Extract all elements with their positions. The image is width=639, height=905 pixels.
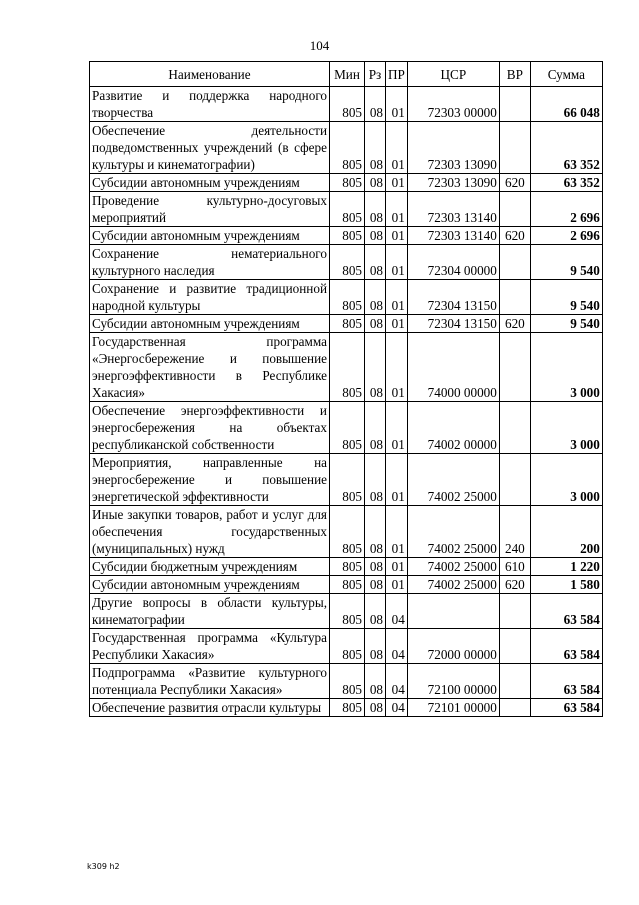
cell-csr: 72101 00000 bbox=[407, 699, 499, 717]
cell-sum: 2 696 bbox=[530, 192, 602, 227]
cell-pr: 01 bbox=[386, 192, 408, 227]
cell-sum: 63 584 bbox=[530, 664, 602, 699]
budget-table bbox=[89, 61, 603, 717]
cell-rz: 08 bbox=[365, 576, 386, 594]
cell-rz: 08 bbox=[365, 315, 386, 333]
cell-vr: 240 bbox=[499, 506, 530, 558]
cell-min: 805 bbox=[330, 174, 365, 192]
cell-vr bbox=[499, 699, 530, 717]
cell-min: 805 bbox=[330, 699, 365, 717]
cell-vr bbox=[499, 333, 530, 402]
cell-sum: 66 048 bbox=[530, 87, 602, 122]
table-row bbox=[90, 629, 603, 664]
footer-code: k309 h2 bbox=[87, 862, 120, 871]
cell-rz: 08 bbox=[365, 699, 386, 717]
cell-vr bbox=[499, 245, 530, 280]
cell-pr: 01 bbox=[386, 87, 408, 122]
cell-name: Субсидии автономным учреждениям bbox=[90, 315, 330, 333]
cell-csr: 74002 25000 bbox=[407, 506, 499, 558]
cell-name: Субсидии автономным учреждениям bbox=[90, 174, 330, 192]
cell-min: 805 bbox=[330, 227, 365, 245]
cell-sum: 3 000 bbox=[530, 402, 602, 454]
cell-csr: 72303 00000 bbox=[407, 87, 499, 122]
cell-csr: 72303 13140 bbox=[407, 227, 499, 245]
cell-vr bbox=[499, 664, 530, 699]
cell-rz: 08 bbox=[365, 333, 386, 402]
cell-min: 805 bbox=[330, 664, 365, 699]
cell-name: Обеспечение деятельности подведомственных учреждений (в сфере культуры и кинематографии) bbox=[90, 122, 330, 174]
cell-vr bbox=[499, 192, 530, 227]
table-row bbox=[90, 558, 603, 576]
cell-pr: 01 bbox=[386, 174, 408, 192]
cell-min: 805 bbox=[330, 192, 365, 227]
cell-csr: 74002 25000 bbox=[407, 454, 499, 506]
cell-name: Субсидии автономным учреждениям bbox=[90, 576, 330, 594]
cell-pr: 01 bbox=[386, 280, 408, 315]
cell-name: Другие вопросы в области культуры, кинематографии bbox=[90, 594, 330, 629]
cell-sum: 3 000 bbox=[530, 454, 602, 506]
header-pr: ПР bbox=[386, 62, 408, 87]
cell-csr: 74002 25000 bbox=[407, 558, 499, 576]
cell-sum: 3 000 bbox=[530, 333, 602, 402]
cell-min: 805 bbox=[330, 122, 365, 174]
cell-name: Субсидии бюджетным учреждениям bbox=[90, 558, 330, 576]
cell-sum: 1 220 bbox=[530, 558, 602, 576]
cell-pr: 04 bbox=[386, 594, 408, 629]
table-row bbox=[90, 87, 603, 122]
cell-min: 805 bbox=[330, 454, 365, 506]
cell-rz: 08 bbox=[365, 558, 386, 576]
cell-vr bbox=[499, 454, 530, 506]
cell-min: 805 bbox=[330, 333, 365, 402]
cell-min: 805 bbox=[330, 576, 365, 594]
cell-rz: 08 bbox=[365, 506, 386, 558]
cell-vr: 620 bbox=[499, 227, 530, 245]
table-row bbox=[90, 333, 603, 402]
cell-name: Проведение культурно-досуговых мероприятий bbox=[90, 192, 330, 227]
header-vr: ВР bbox=[499, 62, 530, 87]
cell-vr: 620 bbox=[499, 576, 530, 594]
cell-pr: 01 bbox=[386, 122, 408, 174]
table-row bbox=[90, 664, 603, 699]
cell-rz: 08 bbox=[365, 594, 386, 629]
cell-sum: 63 584 bbox=[530, 629, 602, 664]
table-row bbox=[90, 280, 603, 315]
header-csr: ЦСР bbox=[407, 62, 499, 87]
cell-rz: 08 bbox=[365, 280, 386, 315]
table-row bbox=[90, 699, 603, 717]
cell-vr bbox=[499, 280, 530, 315]
cell-name: Подпрограмма «Развитие культурного потенциала Республики Хакасия» bbox=[90, 664, 330, 699]
cell-csr: 72304 13150 bbox=[407, 315, 499, 333]
cell-vr bbox=[499, 122, 530, 174]
cell-vr bbox=[499, 594, 530, 629]
cell-sum: 63 584 bbox=[530, 699, 602, 717]
cell-name: Субсидии автономным учреждениям bbox=[90, 227, 330, 245]
cell-name: Государственная программа «Энергосбережение и повышение энергоэффективности в Республике Хакасия» bbox=[90, 333, 330, 402]
cell-pr: 01 bbox=[386, 576, 408, 594]
table-row bbox=[90, 576, 603, 594]
cell-rz: 08 bbox=[365, 87, 386, 122]
cell-name: Обеспечение развития отрасли культуры bbox=[90, 699, 330, 717]
cell-min: 805 bbox=[330, 629, 365, 664]
cell-min: 805 bbox=[330, 245, 365, 280]
cell-csr: 72000 00000 bbox=[407, 629, 499, 664]
cell-min: 805 bbox=[330, 558, 365, 576]
table-row bbox=[90, 454, 603, 506]
cell-pr: 01 bbox=[386, 402, 408, 454]
cell-sum: 9 540 bbox=[530, 280, 602, 315]
table-row bbox=[90, 122, 603, 174]
cell-sum: 63 352 bbox=[530, 122, 602, 174]
cell-pr: 01 bbox=[386, 333, 408, 402]
cell-name: Мероприятия, направленные на энергосбережение и повышение энергетической эффективности bbox=[90, 454, 330, 506]
header-name: Наименование bbox=[90, 62, 330, 87]
cell-pr: 04 bbox=[386, 699, 408, 717]
cell-rz: 08 bbox=[365, 192, 386, 227]
header-rz: Рз bbox=[365, 62, 386, 87]
table-row bbox=[90, 594, 603, 629]
cell-sum: 63 584 bbox=[530, 594, 602, 629]
cell-rz: 08 bbox=[365, 402, 386, 454]
cell-min: 805 bbox=[330, 280, 365, 315]
cell-pr: 04 bbox=[386, 629, 408, 664]
cell-pr: 01 bbox=[386, 454, 408, 506]
cell-name: Обеспечение энергоэффективности и энергосбережения на объектах республиканской собственности bbox=[90, 402, 330, 454]
table-header-row bbox=[90, 62, 603, 87]
cell-sum: 9 540 bbox=[530, 245, 602, 280]
table-row bbox=[90, 315, 603, 333]
cell-rz: 08 bbox=[365, 245, 386, 280]
cell-csr: 74002 00000 bbox=[407, 402, 499, 454]
cell-min: 805 bbox=[330, 402, 365, 454]
header-sum: Сумма bbox=[530, 62, 602, 87]
table-row bbox=[90, 402, 603, 454]
cell-vr bbox=[499, 629, 530, 664]
table-row bbox=[90, 506, 603, 558]
cell-pr: 01 bbox=[386, 315, 408, 333]
cell-min: 805 bbox=[330, 315, 365, 333]
table-row bbox=[90, 192, 603, 227]
cell-name: Развитие и поддержка народного творчества bbox=[90, 87, 330, 122]
cell-csr: 72304 13150 bbox=[407, 280, 499, 315]
table-body bbox=[90, 87, 603, 717]
cell-min: 805 bbox=[330, 594, 365, 629]
cell-pr: 04 bbox=[386, 664, 408, 699]
cell-rz: 08 bbox=[365, 227, 386, 245]
cell-csr: 72100 00000 bbox=[407, 664, 499, 699]
cell-csr: 72303 13090 bbox=[407, 122, 499, 174]
cell-name: Иные закупки товаров, работ и услуг для обеспечения государственных (муниципальных) нужд bbox=[90, 506, 330, 558]
header-min: Мин bbox=[330, 62, 365, 87]
cell-rz: 08 bbox=[365, 122, 386, 174]
cell-sum: 200 bbox=[530, 506, 602, 558]
cell-rz: 08 bbox=[365, 629, 386, 664]
cell-name: Сохранение и развитие традиционной народной культуры bbox=[90, 280, 330, 315]
cell-vr: 620 bbox=[499, 174, 530, 192]
cell-csr: 74000 00000 bbox=[407, 333, 499, 402]
cell-csr: 72304 00000 bbox=[407, 245, 499, 280]
cell-rz: 08 bbox=[365, 664, 386, 699]
cell-sum: 63 352 bbox=[530, 174, 602, 192]
table-row bbox=[90, 227, 603, 245]
cell-name: Государственная программа «Культура Республики Хакасия» bbox=[90, 629, 330, 664]
cell-sum: 9 540 bbox=[530, 315, 602, 333]
cell-csr: 72303 13140 bbox=[407, 192, 499, 227]
cell-csr: 74002 25000 bbox=[407, 576, 499, 594]
cell-vr bbox=[499, 87, 530, 122]
cell-csr: 72303 13090 bbox=[407, 174, 499, 192]
table-row bbox=[90, 245, 603, 280]
page-number: 104 bbox=[309, 38, 330, 53]
table-row bbox=[90, 174, 603, 192]
cell-pr: 01 bbox=[386, 506, 408, 558]
cell-rz: 08 bbox=[365, 174, 386, 192]
cell-vr bbox=[499, 402, 530, 454]
cell-pr: 01 bbox=[386, 227, 408, 245]
cell-pr: 01 bbox=[386, 245, 408, 280]
cell-sum: 2 696 bbox=[530, 227, 602, 245]
cell-vr: 610 bbox=[499, 558, 530, 576]
cell-min: 805 bbox=[330, 506, 365, 558]
cell-rz: 08 bbox=[365, 454, 386, 506]
cell-vr: 620 bbox=[499, 315, 530, 333]
cell-csr bbox=[407, 594, 499, 629]
cell-min: 805 bbox=[330, 87, 365, 122]
cell-pr: 01 bbox=[386, 558, 408, 576]
cell-name: Сохранение нематериального культурного наследия bbox=[90, 245, 330, 280]
cell-sum: 1 580 bbox=[530, 576, 602, 594]
